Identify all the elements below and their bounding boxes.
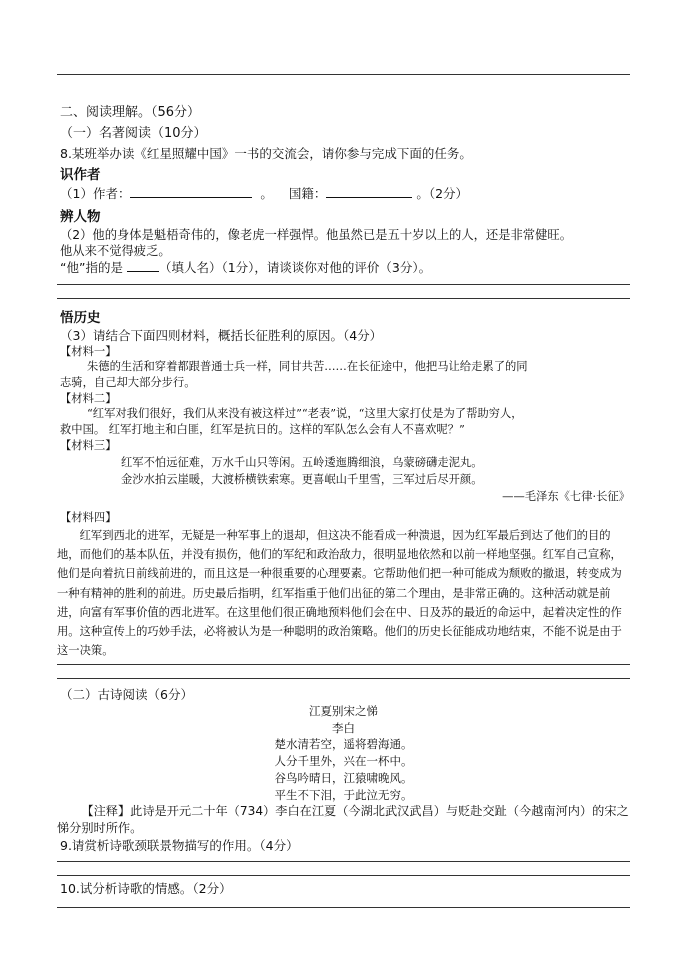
author-answer-blank[interactable] bbox=[130, 186, 252, 198]
material-3-line: 红军不怕远征难，万水千山只等闲。五岭逶迤腾细浪，乌蒙磅礴走泥丸。 bbox=[121, 456, 483, 469]
section-title: 二、阅读理解。（56分） bbox=[60, 105, 201, 120]
poem-note: 【注释】此诗是开元二十年（734）李白在江夏（今湖北武汉武昌）与贬赴交趾（今越南河内）的宋之悌分别时所作。 bbox=[57, 804, 629, 835]
task2-line1: （2）他的身体是魁梧奇伟的，像老虎一样强悍。他虽然已是五十岁以上的人，还是非常健旺。 bbox=[60, 228, 572, 242]
task3-heading: 悟历史 bbox=[60, 310, 101, 326]
material-3-source: ——毛泽东《七律·长征》 bbox=[502, 490, 630, 503]
poem-author: 李白 bbox=[332, 721, 355, 735]
fill-prefix: “他”指的是 bbox=[60, 260, 123, 275]
answer-line bbox=[57, 678, 630, 679]
sep: 。 bbox=[260, 186, 273, 201]
poem-line: 楚水清若空，遥将碧海通。 bbox=[274, 737, 413, 751]
task2-heading: 辨人物 bbox=[60, 209, 101, 225]
part2-title: （二）古诗阅读（6分） bbox=[60, 687, 193, 702]
task1-score: 。（2分） bbox=[416, 186, 469, 201]
task1-question bbox=[60, 184, 468, 202]
material-4-label: 【材料四】 bbox=[60, 511, 117, 524]
poem-line: 人分千里外，兴在一杯中。 bbox=[274, 754, 413, 768]
task2-line2: 他从来不觉得疲乏。 bbox=[60, 244, 171, 258]
task2-fill bbox=[60, 258, 431, 276]
poem-title: 江夏别宋之悌 bbox=[309, 704, 378, 718]
material-1-line: 朱德的生活和穿着都跟普通士兵一样，同甘共苦……在长征途中，他把马让给走累了的同 bbox=[87, 360, 528, 373]
material-1-label: 【材料一】 bbox=[60, 345, 117, 358]
top-rule bbox=[57, 74, 630, 75]
question-8: 8.某班举办读《红星照耀中国》一书的交流会，请你参与完成下面的任务。 bbox=[60, 146, 472, 161]
poem-line: 谷鸟吟晴日，江猿啸晚风。 bbox=[274, 771, 413, 785]
question-10: 10.试分析诗歌的情感。（2分） bbox=[60, 881, 232, 896]
person-answer-blank[interactable] bbox=[127, 260, 159, 272]
material-2-line: “红军对我们很好，我们从来没有被这样过”“老表”说，“这里大家打仗是为了帮助穷人， bbox=[87, 407, 523, 420]
material-3-line: 金沙水拍云崖暖，大渡桥横铁索寒。更喜岷山千里雪，三军过后尽开颜。 bbox=[121, 473, 483, 486]
answer-line bbox=[57, 284, 630, 285]
task1-heading: 识作者 bbox=[60, 167, 101, 183]
answer-line bbox=[57, 907, 630, 908]
answer-line bbox=[57, 664, 630, 665]
material-1-line: 志骑，自己却大部分步行。 bbox=[60, 376, 196, 389]
part1-title: （一）名著阅读（10分） bbox=[60, 126, 207, 141]
nation-label: 国籍： bbox=[288, 186, 327, 201]
material-3-label: 【材料三】 bbox=[60, 439, 117, 452]
answer-line bbox=[57, 875, 630, 876]
material-2-label: 【材料二】 bbox=[60, 392, 117, 405]
answer-line bbox=[57, 298, 630, 299]
poem-line: 平生不下泪，于此泣无穷。 bbox=[274, 788, 413, 802]
author-label: （1）作者： bbox=[60, 186, 131, 201]
material-2-line: 救中国。 红军打地主和白匪，红军是抗日的。这样的军队怎么会有人不喜欢呢？” bbox=[60, 423, 465, 436]
material-4-text: 红军到西北的进军，无疑是一种军事上的退却，但这决不能看成一种溃退，因为红军最后到达了他们的目的地，而他们的基本队伍，并没有损伤，他们的军纪和政治敌力，很明显地依然和以前一样地坚强。红军自己宣称，他们是向着抗日前线前进的，而且这是一种很重要的心理要素。它帮助他们把一种可能成为颓败的撤退，转变成为一种有精神的胜利的前进。历史最后指明，红军指重于他们出征的第二个理由，是非常正确的。这种活动就是前进，向富有军事价值的西北进军。在这里他们很正确地预料他们会在中、日及苏的最近的命运中，起着决定性的作用。这种宣传上的巧妙手法，必将被认为是一种聪明的政治策略。他们的历史长征能成功地结束，不能不说是由于这一决策。 bbox=[57, 529, 622, 658]
nation-answer-blank[interactable] bbox=[326, 186, 412, 198]
task3-question: （3）请结合下面四则材料，概括长征胜利的原因。（4分） bbox=[60, 328, 383, 343]
question-9: 9.请赏析诗歌颈联景物描写的作用。（4分） bbox=[60, 838, 299, 853]
fill-suffix: （填人名）（1分），请谈谈你对他的评价（3分）。 bbox=[158, 260, 432, 275]
answer-line bbox=[57, 861, 630, 862]
